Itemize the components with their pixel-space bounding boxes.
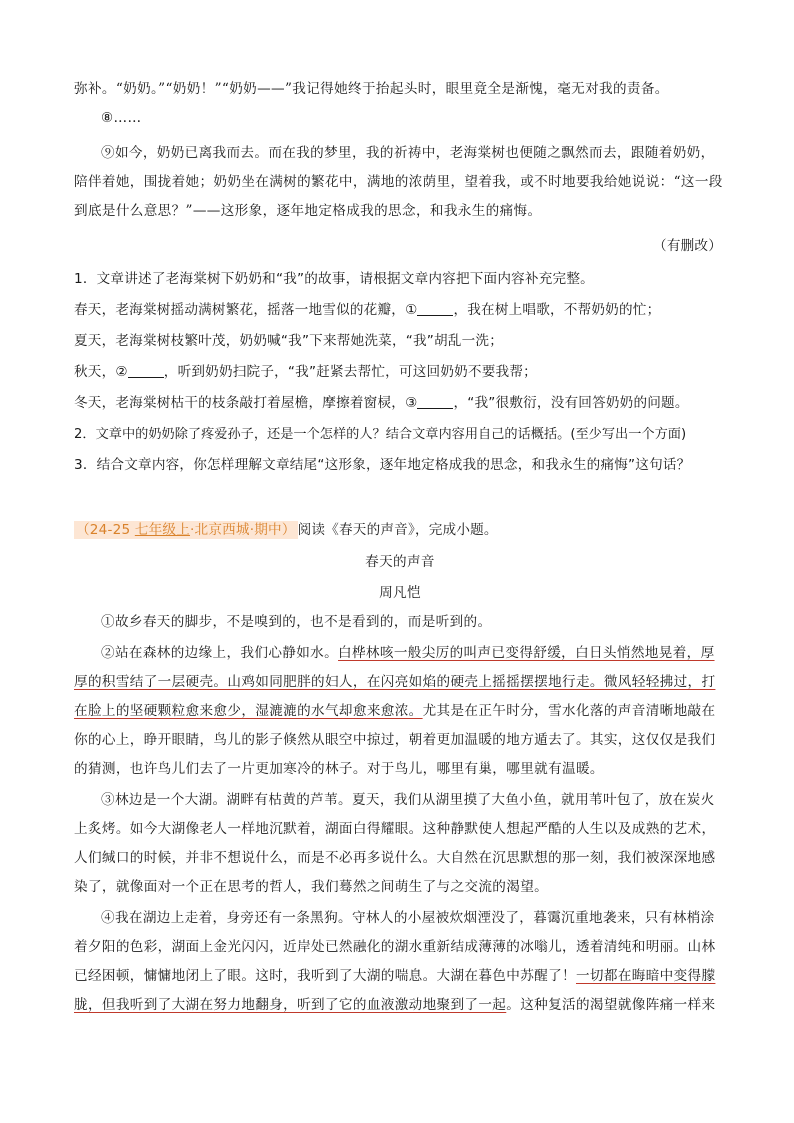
question-1: 1．文章讲述了老海棠树下奶奶和“我”的故事，请根据文章内容把下面内容补充完整。 [74, 271, 594, 287]
answer-blank-1[interactable] [417, 301, 453, 316]
p2-lead: ②站在森林的边缘上，我们心静如水。 [101, 645, 339, 661]
paragraph-9-block [74, 139, 726, 226]
p2-underlined: 白桦林咳一般尖厉的叫声已变得舒缓，白日头悄然地晃着，厚厚的积雪结了一层硬壳。山鸡如同肥胖的妇人，在闪亮如焰的硬壳上摇摇摆摆地行走。微风轻轻拂过，打在脸上的坚硬颗粒愈来愈少，湿漉漉的水气却愈来愈浓。 [74, 645, 716, 719]
blank-marker-2: ② [115, 364, 128, 380]
passage-2-author: 周凡恺 [379, 585, 421, 601]
winter-text-b: ，“我”很敷衍，没有回答奶奶的问题。 [453, 395, 689, 411]
answer-blank-2[interactable] [128, 363, 164, 378]
answer-blank-3[interactable] [417, 394, 453, 409]
p4-lead: ④我在湖边上走着，身旁还有一条黑狗。守林人的小屋被炊烟湮没了，暮霭沉重地袭来，只有林梢涂着夕阳的色彩，湖面上金光闪闪，近岸处已然融化的湖水重新结成薄薄的冰嗡儿，透着清纯和明丽。山林已经困顿，慵慵地闭上了眼。这时，我听到了大湖的喘息。大湖在暮色中苏醒了！ [74, 910, 716, 984]
passage-2-paragraph-2 [74, 639, 726, 784]
section-2-intro-line [74, 516, 726, 545]
passage-2-paragraph-3: ③林边是一个大湖。湖畔有枯黄的芦苇。夏天，我们从湖里摸了大鱼小鱼，就用苇叶包了，放在炭火上炙烤。如今大湖像老人一样地沉默着，湖面白得耀眼。这种静默使人想起严酷的人生以及成熟的艺术，人们缄口的时候，并非不想说什么，而是不必再多说什么。大自然在沉思默想的那一刻，我们被深深地感染了，就像面对一个正在思考的哲人，我们蓦然之间萌生了与之交流的渴望。 [74, 792, 716, 895]
paragraph-continuation: 弥补。“奶奶。”“奶奶！”“奶奶——”我记得她终于抬起头时，眼里竟全是渐愧，毫无对我的责备。 [74, 81, 669, 97]
question-1-winter [74, 389, 726, 418]
source-tag-grade-link[interactable]: 七年级上 [134, 522, 191, 538]
section-2-intro: 阅读《春天的声音》，完成小题。 [297, 522, 498, 538]
passage-2-title: 春天的声音 [365, 554, 435, 570]
question-2: 2．文章中的奶奶除了疼爱孙子，还是一个怎样的人？结合文章内容用自己的话概括。(至少写出一个方面) [74, 427, 687, 442]
autumn-text-b: ，听到奶奶扫院子，“我”赶紧去帮忙，可这回奶奶不要我帮； [163, 364, 537, 380]
question-1-autumn [74, 358, 726, 387]
question-3: 3．结合文章内容，你怎样理解文章结尾“这形象，逐年地定格成我的思念，和我永生的痛悔”这句话？ [74, 457, 691, 473]
autumn-text-a: 秋天， [74, 364, 116, 380]
section-2-header [74, 516, 726, 545]
source-note: （有删改） [653, 238, 722, 254]
questions-block [74, 265, 726, 480]
question-1-summer: 夏天，老海棠树枝繁叶茂，奶奶喊“我”下来帮她洗菜，“我”胡乱一洗； [74, 333, 503, 349]
passage-2-title-block [74, 548, 726, 577]
passage-2-paragraph-1: ①故乡春天的脚步，不是嗅到的，也不是看到的，而是听到的。 [101, 614, 492, 630]
paragraph-9: ⑨如今，奶奶已离我而去。而在我的梦里，我的祈祷中，老海棠树也便随之飘然而去，跟随着奶奶，陪伴着她，围拢着她；奶奶坐在满树的繁花中，满地的浓荫里，望着我，或不时地要我给她说说：“这一段到底是什么意思？”——这形象，逐年地定格成我的思念，和我永生的痛悔。 [74, 145, 723, 219]
source-tag-open: （24-25 [76, 522, 135, 538]
source-tag [74, 521, 298, 539]
p2-tail: 尤其是在正午时分，雪水化落的声音清晰地敲在你的心上，睁开眼睛，鸟儿的影子倏然从眼空中掠过，朝着更加温暖的地方遁去了。其实，这仅仅是我们的猜测，也许鸟儿们去了一片更加寒冷的林子。对于鸟儿，哪里有巢，哪里就有温暖。 [74, 703, 716, 777]
blank-marker-3: ③ [405, 395, 418, 411]
p4-underlined: 一切都在晦暗中变得朦胧，但我听到了大湖在努力地翻身，听到了它的血液激动地聚到了一起 [74, 968, 716, 1013]
passage-2-body [74, 608, 726, 1020]
paragraph-8-block [74, 104, 726, 133]
paragraph-8: ⑧…… [101, 110, 142, 126]
spring-text-a: 春天，老海棠树摇动满树繁花，摇落一地雪似的花瓣， [74, 302, 406, 318]
winter-text-a: 冬天，老海棠树枯干的枝条敲打着屋檐，摩擦着窗棂， [74, 395, 406, 411]
passage-2-author-block [74, 579, 726, 608]
blank-marker-1: ① [405, 302, 418, 318]
passage-2-paragraph-4 [74, 904, 726, 1020]
p4-tail: 。这种复活的渴望就像阵痛一样来 [506, 997, 716, 1013]
source-note-block [74, 232, 726, 261]
question-1-spring [74, 296, 726, 325]
source-tag-rest: ·北京西城·期中） [190, 522, 296, 538]
spring-text-b: ，我在树上唱歌，不帮奶奶的忙； [453, 302, 661, 318]
passage-continuation [74, 75, 726, 104]
